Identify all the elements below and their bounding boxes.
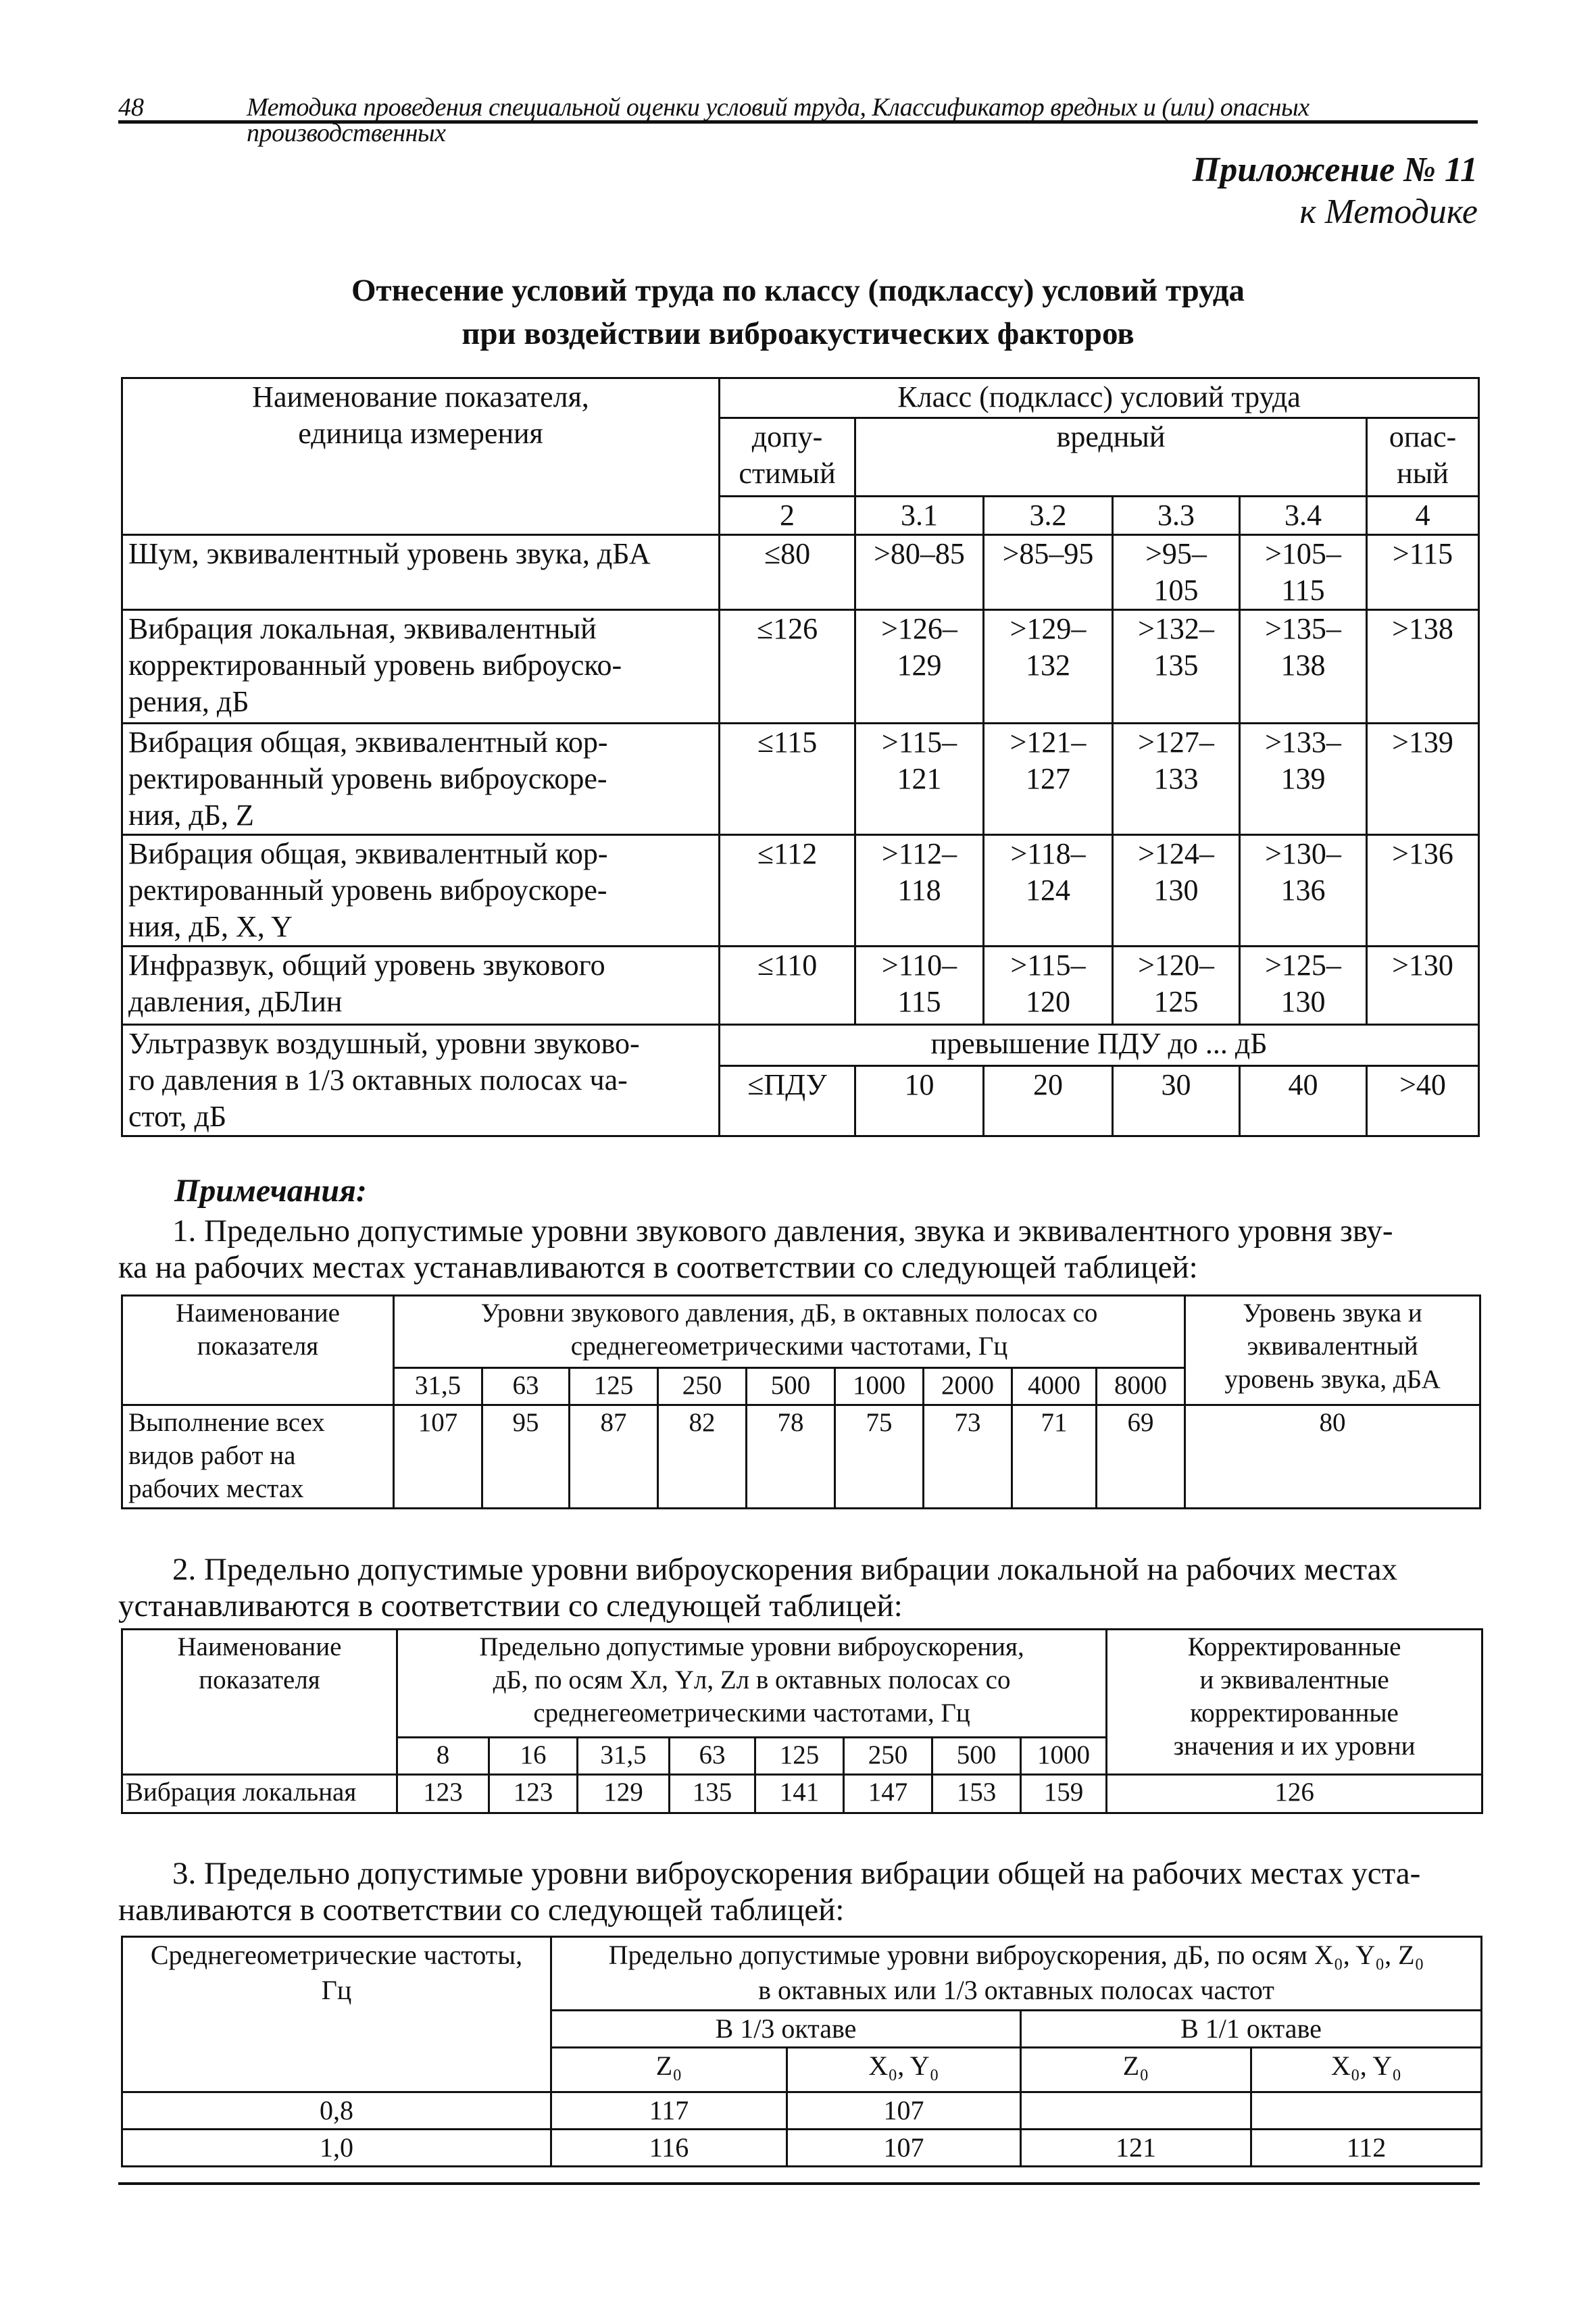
head-total: Корректированные и эквивалентные корректированные значения и их уровни — [1107, 1630, 1482, 1775]
axis: Z₀ — [1021, 2048, 1251, 2092]
head-dangerous: опас- ный — [1367, 418, 1479, 497]
freq: 4000 — [1012, 1368, 1097, 1405]
class-table — [121, 377, 1480, 1137]
cell: >115– 120 — [984, 947, 1113, 1025]
freq: 2000 — [924, 1368, 1012, 1405]
cell: 135 — [670, 1775, 755, 1813]
cell: >112– 118 — [855, 835, 984, 947]
page-title — [0, 269, 1596, 355]
cell — [1251, 2092, 1482, 2130]
head-num: 3.2 — [984, 497, 1113, 535]
head-freq: Среднегеометрические частоты, Гц — [122, 1937, 551, 2092]
cell: >125– 130 — [1240, 947, 1367, 1025]
general-vibration-table — [121, 1936, 1482, 2167]
table-row — [122, 947, 1479, 1025]
cell: >118– 124 — [984, 835, 1113, 947]
cell: 75 — [835, 1405, 924, 1509]
cell: 121 — [1021, 2130, 1251, 2167]
freq: 250 — [844, 1738, 932, 1775]
cell: >115 — [1367, 535, 1479, 610]
cell: 126 — [1107, 1775, 1482, 1813]
head-num: 2 — [720, 497, 855, 535]
cell: 82 — [658, 1405, 747, 1509]
local-vibration-table — [121, 1628, 1483, 1814]
head-levels: Предельно допустимые уровни виброускорения, дБ, по осям Хл, Yл, Zл в октавных полосах со среднегеометрическими частотами, Гц — [397, 1630, 1107, 1738]
cell: >115– 121 — [855, 724, 984, 835]
freq: 125 — [570, 1368, 658, 1405]
row-name: Выполнение всех видов работ на рабочих местах — [122, 1405, 394, 1509]
note-3: 3. Предельно допустимые уровни виброускорения вибрации общей на рабочих местах уста- навливаются в соответствии со следующей таблицей: — [118, 1856, 1421, 1928]
row-name: Ультразвук воздушный, уровни звуково- го давления в 1/3 октавных полосах ча- стот, дБ — [122, 1025, 720, 1136]
head-num: 4 — [1367, 497, 1479, 535]
cell: >133– 139 — [1240, 724, 1367, 835]
freq: 8000 — [1097, 1368, 1185, 1405]
axis: X₀, Y₀ — [787, 2048, 1021, 2092]
freq: 8 — [397, 1738, 489, 1775]
note-2: 2. Предельно допустимые уровни виброускорения вибрации локальной на рабочих местах устанавливаются в соответствии со следующей таблицей: — [118, 1552, 1397, 1624]
cell: ≤ПДУ — [720, 1065, 855, 1136]
freq: 31,5 — [394, 1368, 482, 1405]
freq: 500 — [932, 1738, 1021, 1775]
table-row — [122, 1775, 1482, 1813]
cell: >121– 127 — [984, 724, 1113, 835]
table-row — [122, 835, 1479, 947]
table-row — [122, 2092, 1482, 2130]
cell: >126– 129 — [855, 610, 984, 724]
cell: >130 — [1367, 947, 1479, 1025]
freq: 1000 — [1021, 1738, 1107, 1775]
head-harmful: вредный — [855, 418, 1367, 497]
head-class: Класс (подкласс) условий труда — [720, 378, 1479, 418]
cell: 107 — [787, 2130, 1021, 2167]
cell: >85–95 — [984, 535, 1113, 610]
cell: 71 — [1012, 1405, 1097, 1509]
freq: 500 — [747, 1368, 835, 1405]
table-row — [122, 610, 1479, 724]
head-name: Наименование показателя — [122, 1296, 394, 1405]
cell: >80–85 — [855, 535, 984, 610]
cell: ≤115 — [720, 724, 855, 835]
cell: 123 — [489, 1775, 578, 1813]
appendix-label: Приложение № 11 — [1192, 151, 1478, 189]
head-full-octave: В 1/1 октаве — [1021, 2011, 1482, 2048]
cell: 78 — [747, 1405, 835, 1509]
excess-label: превышение ПДУ до ... дБ — [720, 1025, 1479, 1066]
table-row — [122, 2130, 1482, 2167]
freq: 125 — [755, 1738, 844, 1775]
freq: 63 — [670, 1738, 755, 1775]
cell: 141 — [755, 1775, 844, 1813]
freq: 1000 — [835, 1368, 924, 1405]
freq: 250 — [658, 1368, 747, 1405]
cell: 87 — [570, 1405, 658, 1509]
running-header — [118, 93, 1478, 147]
cell: 117 — [551, 2092, 787, 2130]
page-number: 48 — [118, 93, 144, 122]
cell: >136 — [1367, 835, 1479, 947]
cell: >120– 125 — [1113, 947, 1240, 1025]
title-line-1: Отнесение условий труда по классу (подклассу) условий труда — [351, 273, 1245, 308]
freq: 0,8 — [122, 2092, 551, 2130]
freq: 1,0 — [122, 2130, 551, 2167]
cell: 159 — [1021, 1775, 1107, 1813]
cell: >130– 136 — [1240, 835, 1367, 947]
cell — [1021, 2092, 1251, 2130]
head-name: Наименование показателя, единица измерения — [122, 378, 720, 535]
row-name: Вибрация общая, эквивалентный кор- ректированный уровень виброускоре- ния, дБ, Z — [122, 724, 720, 835]
title-line-2: при воздействии виброакустических факторов — [462, 316, 1134, 351]
cell: 95 — [482, 1405, 570, 1509]
cell: 40 — [1240, 1065, 1367, 1136]
row-name: Инфразвук, общий уровень звукового давления, дБЛин — [122, 947, 720, 1025]
cell: >124– 130 — [1113, 835, 1240, 947]
cell: 112 — [1251, 2130, 1482, 2167]
table-row — [122, 1025, 1479, 1066]
cell: ≤126 — [720, 610, 855, 724]
bottom-divider — [118, 2182, 1480, 2185]
head-num: 3.3 — [1113, 497, 1240, 535]
cell: ≤112 — [720, 835, 855, 947]
cell: >95– 105 — [1113, 535, 1240, 610]
head-num: 3.1 — [855, 497, 984, 535]
head-total: Уровень звука и эквивалентный уровень звука, дБА — [1185, 1296, 1480, 1405]
head-third-octave: В 1/3 октаве — [551, 2011, 1021, 2048]
cell: 10 — [855, 1065, 984, 1136]
row-name: Вибрация локальная — [122, 1775, 397, 1813]
noise-table — [121, 1294, 1481, 1509]
table-row — [122, 535, 1479, 610]
head-levels: Предельно допустимые уровни виброускорения, дБ, по осям X₀, Y₀, Z₀ в октавных или 1/3 октавных полосах частот — [551, 1937, 1482, 2011]
cell: 153 — [932, 1775, 1021, 1813]
row-name: Шум, эквивалентный уровень звука, дБА — [122, 535, 720, 610]
freq: 31,5 — [578, 1738, 670, 1775]
head-levels: Уровни звукового давления, дБ, в октавных полосах со среднегеометрическими частотами, Гц — [394, 1296, 1185, 1368]
axis: X₀, Y₀ — [1251, 2048, 1482, 2092]
cell: >110– 115 — [855, 947, 984, 1025]
cell: 123 — [397, 1775, 489, 1813]
table-row — [122, 724, 1479, 835]
cell: 20 — [984, 1065, 1113, 1136]
row-name: Вибрация локальная, эквивалентный корректированный уровень виброуско- рения, дБ — [122, 610, 720, 724]
cell: 116 — [551, 2130, 787, 2167]
cell: 147 — [844, 1775, 932, 1813]
cell: 129 — [578, 1775, 670, 1813]
row-name: Вибрация общая, эквивалентный кор- ректированный уровень виброускоре- ния, дБ, X, Y — [122, 835, 720, 947]
note-1: 1. Предельно допустимые уровни звукового давления, звука и эквивалентного уровня зву- ка на рабочих местах устанавливаются в соответствии со следующей таблицей: — [118, 1213, 1393, 1285]
head-allowed: допу- стимый — [720, 418, 855, 497]
cell: 30 — [1113, 1065, 1240, 1136]
head-num: 3.4 — [1240, 497, 1367, 535]
freq: 63 — [482, 1368, 570, 1405]
appendix-sub: к Методике — [1299, 193, 1478, 231]
freq: 16 — [489, 1738, 578, 1775]
table-row — [122, 1405, 1480, 1509]
cell: >40 — [1367, 1065, 1479, 1136]
cell: 107 — [394, 1405, 482, 1509]
cell: ≤110 — [720, 947, 855, 1025]
cell: >139 — [1367, 724, 1479, 835]
cell: >127– 133 — [1113, 724, 1240, 835]
cell: >138 — [1367, 610, 1479, 724]
cell: 73 — [924, 1405, 1012, 1509]
head-name: Наименование показателя — [122, 1630, 397, 1775]
cell: >135– 138 — [1240, 610, 1367, 724]
cell: >132– 135 — [1113, 610, 1240, 724]
cell: >129– 132 — [984, 610, 1113, 724]
running-title: Методика проведения специальной оценки условий труда, Классификатор вредных и (или) опасных производственных — [247, 93, 1310, 147]
cell: >105– 115 — [1240, 535, 1367, 610]
cell: 69 — [1097, 1405, 1185, 1509]
cell: ≤80 — [720, 535, 855, 610]
axis: Z₀ — [551, 2048, 787, 2092]
cell: 80 — [1185, 1405, 1480, 1509]
notes-heading: Примечания: — [174, 1173, 367, 1209]
cell: 107 — [787, 2092, 1021, 2130]
